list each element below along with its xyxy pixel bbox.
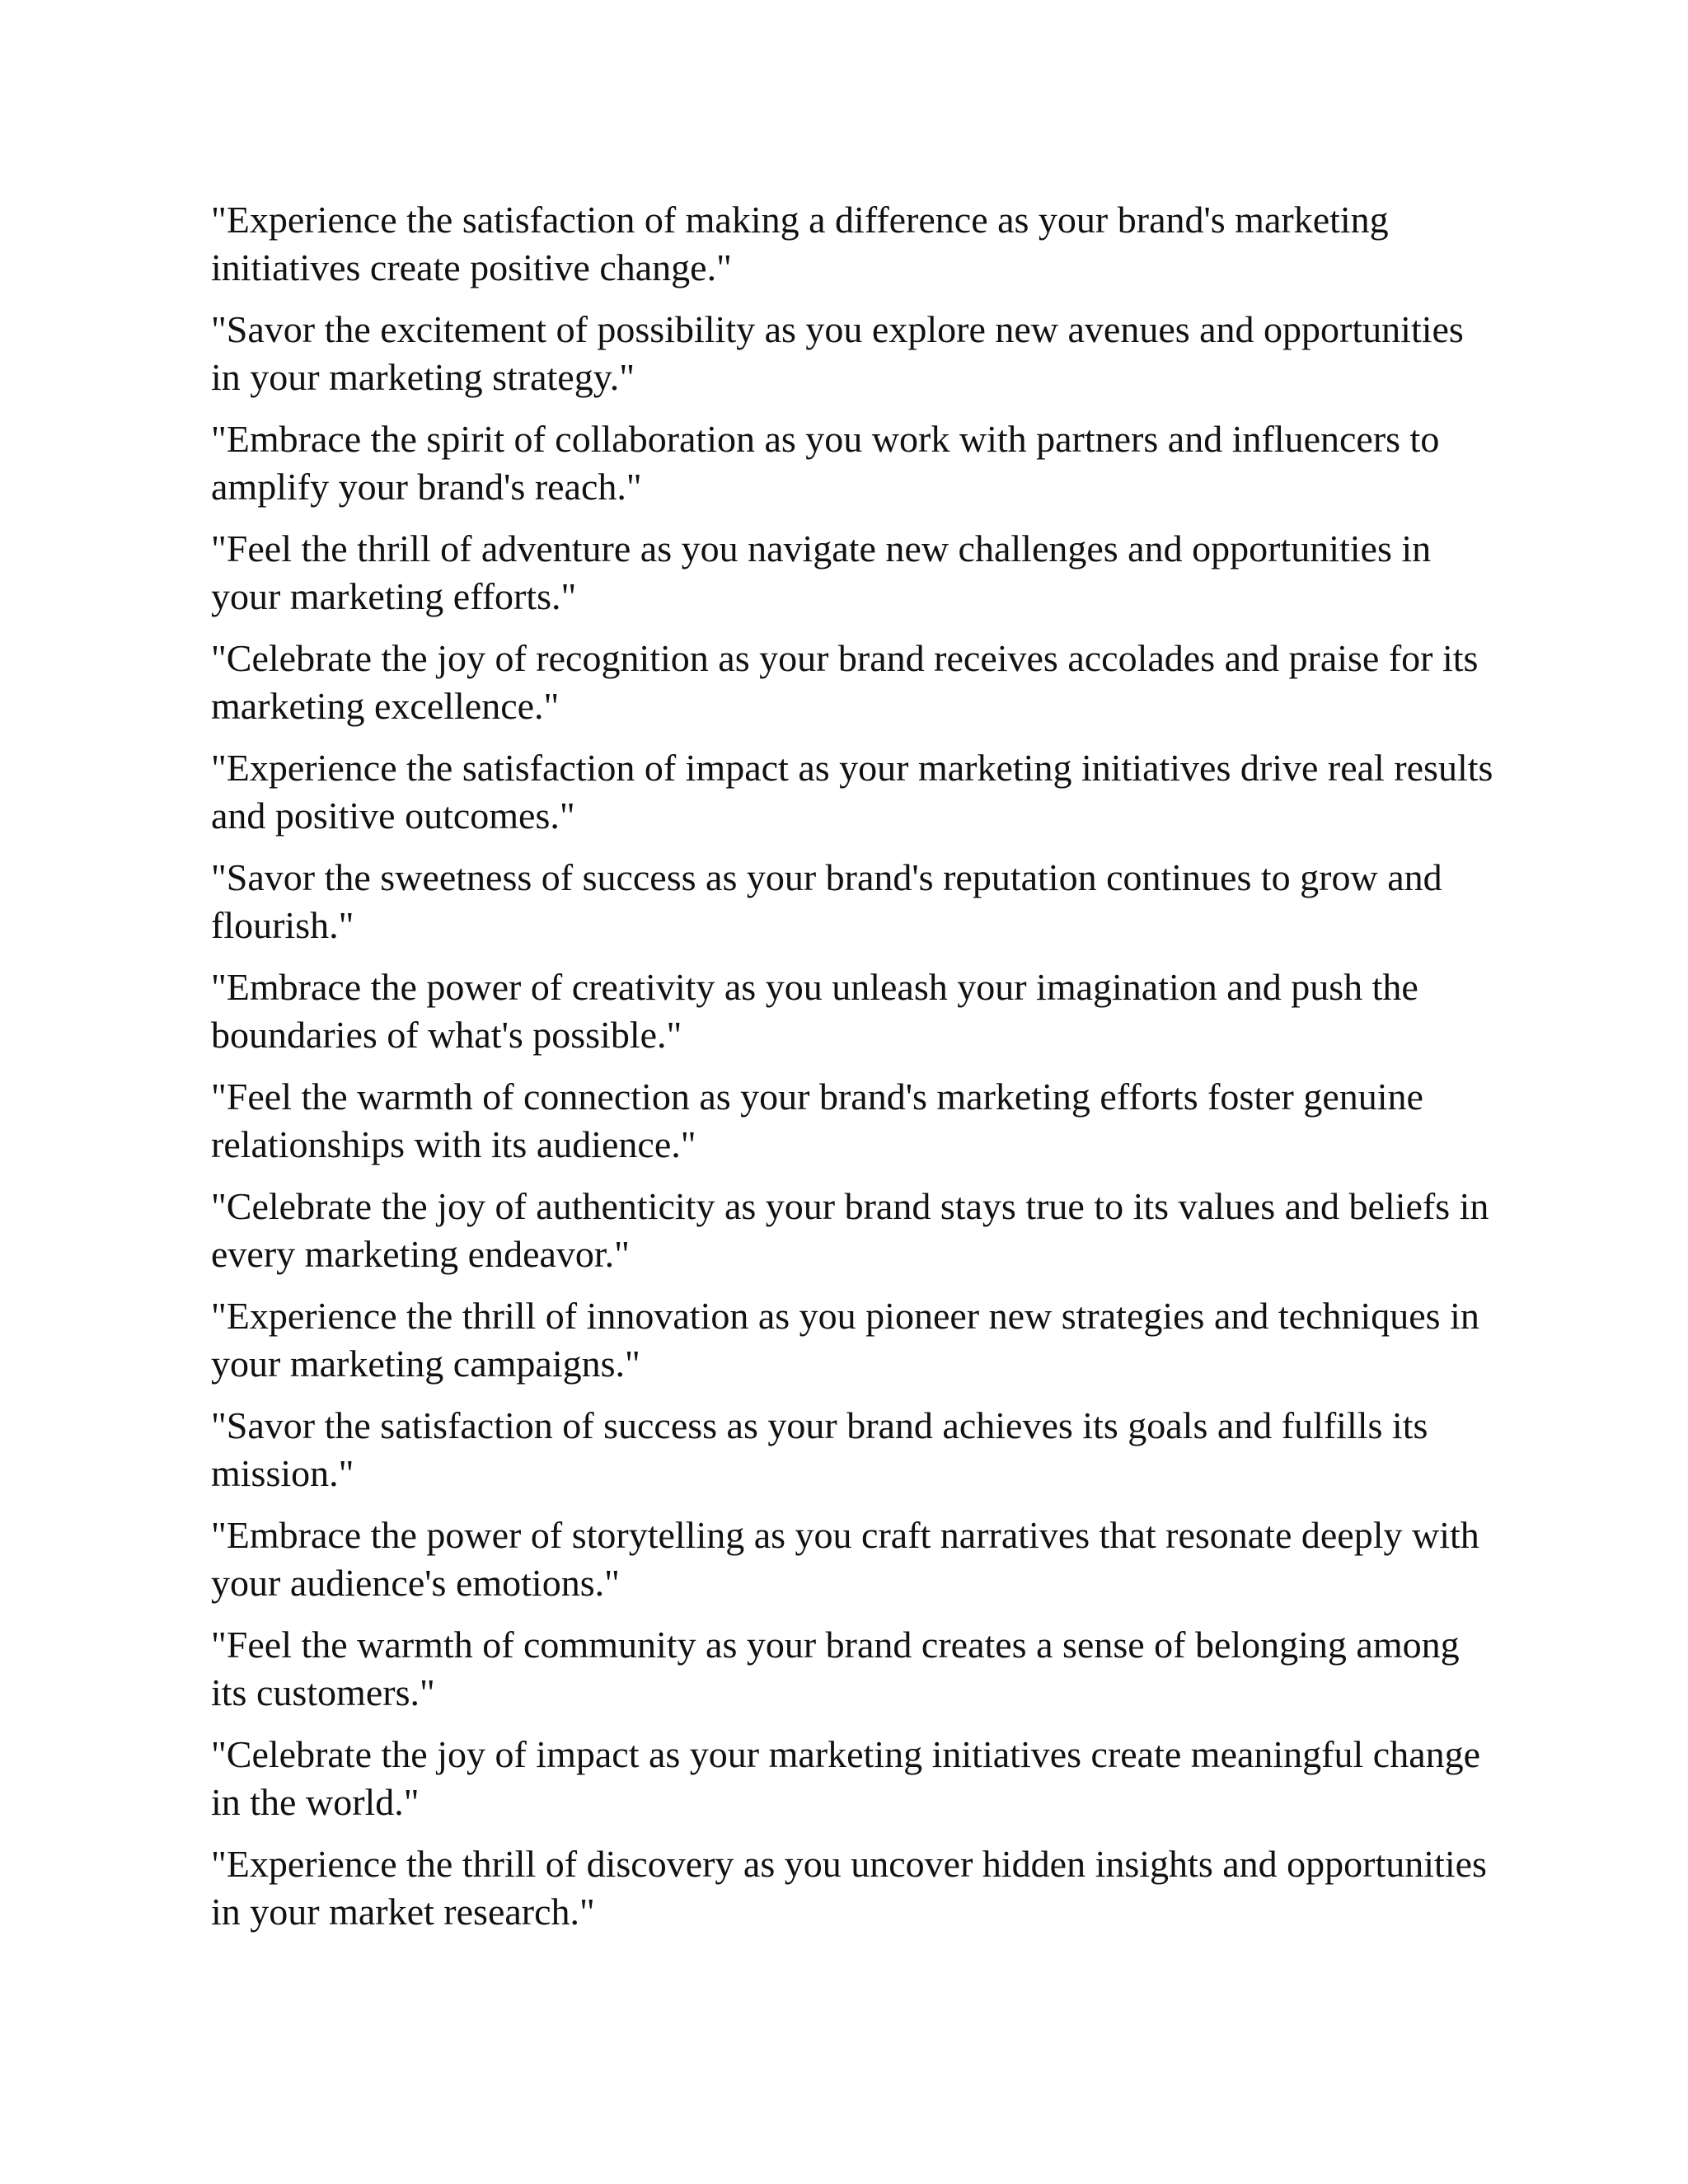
quote-paragraph: "Celebrate the joy of authenticity as your brand stays true to its values and beliefs in every marketing endeavor." (211, 1185, 1489, 1275)
quote-paragraph: "Feel the thrill of adventure as you navigate new challenges and opportunities in your marketing efforts." (211, 527, 1432, 617)
quote-list (211, 196, 1497, 1950)
quote-paragraph: "Savor the excitement of possibility as you explore new avenues and opportunities in your marketing strategy." (211, 308, 1464, 398)
quote-paragraph: "Feel the warmth of connection as your brand's marketing efforts foster genuine relationships with its audience." (211, 1076, 1423, 1165)
quote-paragraph: "Savor the sweetness of success as your brand's reputation continues to grow and flourish." (211, 856, 1442, 946)
quote-paragraph: "Feel the warmth of community as your brand creates a sense of belonging among its customers." (211, 1624, 1460, 1713)
quote-paragraph: "Experience the satisfaction of making a difference as your brand's marketing initiatives create positive change." (211, 199, 1389, 288)
quote-paragraph: "Celebrate the joy of impact as your marketing initiatives create meaningful change in the world." (211, 1733, 1481, 1823)
quote-paragraph: "Experience the satisfaction of impact as your marketing initiatives drive real results and positive outcomes." (211, 747, 1493, 837)
quote-paragraph: "Embrace the power of storytelling as you craft narratives that resonate deeply with your audience's emotions." (211, 1514, 1479, 1604)
quote-paragraph: "Celebrate the joy of recognition as your brand receives accolades and praise for its marketing excellence." (211, 637, 1479, 727)
quote-paragraph: "Experience the thrill of innovation as you pioneer new strategies and techniques in your marketing campaigns." (211, 1295, 1479, 1385)
quote-paragraph: "Embrace the power of creativity as you unleash your imagination and push the boundaries of what's possible." (211, 966, 1418, 1056)
quote-paragraph: "Embrace the spirit of collaboration as you work with partners and influencers to amplify your brand's reach." (211, 418, 1440, 508)
quote-paragraph: "Savor the satisfaction of success as your brand achieves its goals and fulfills its mission." (211, 1404, 1428, 1494)
quote-paragraph: "Experience the thrill of discovery as you uncover hidden insights and opportunities in your market research." (211, 1843, 1487, 1933)
